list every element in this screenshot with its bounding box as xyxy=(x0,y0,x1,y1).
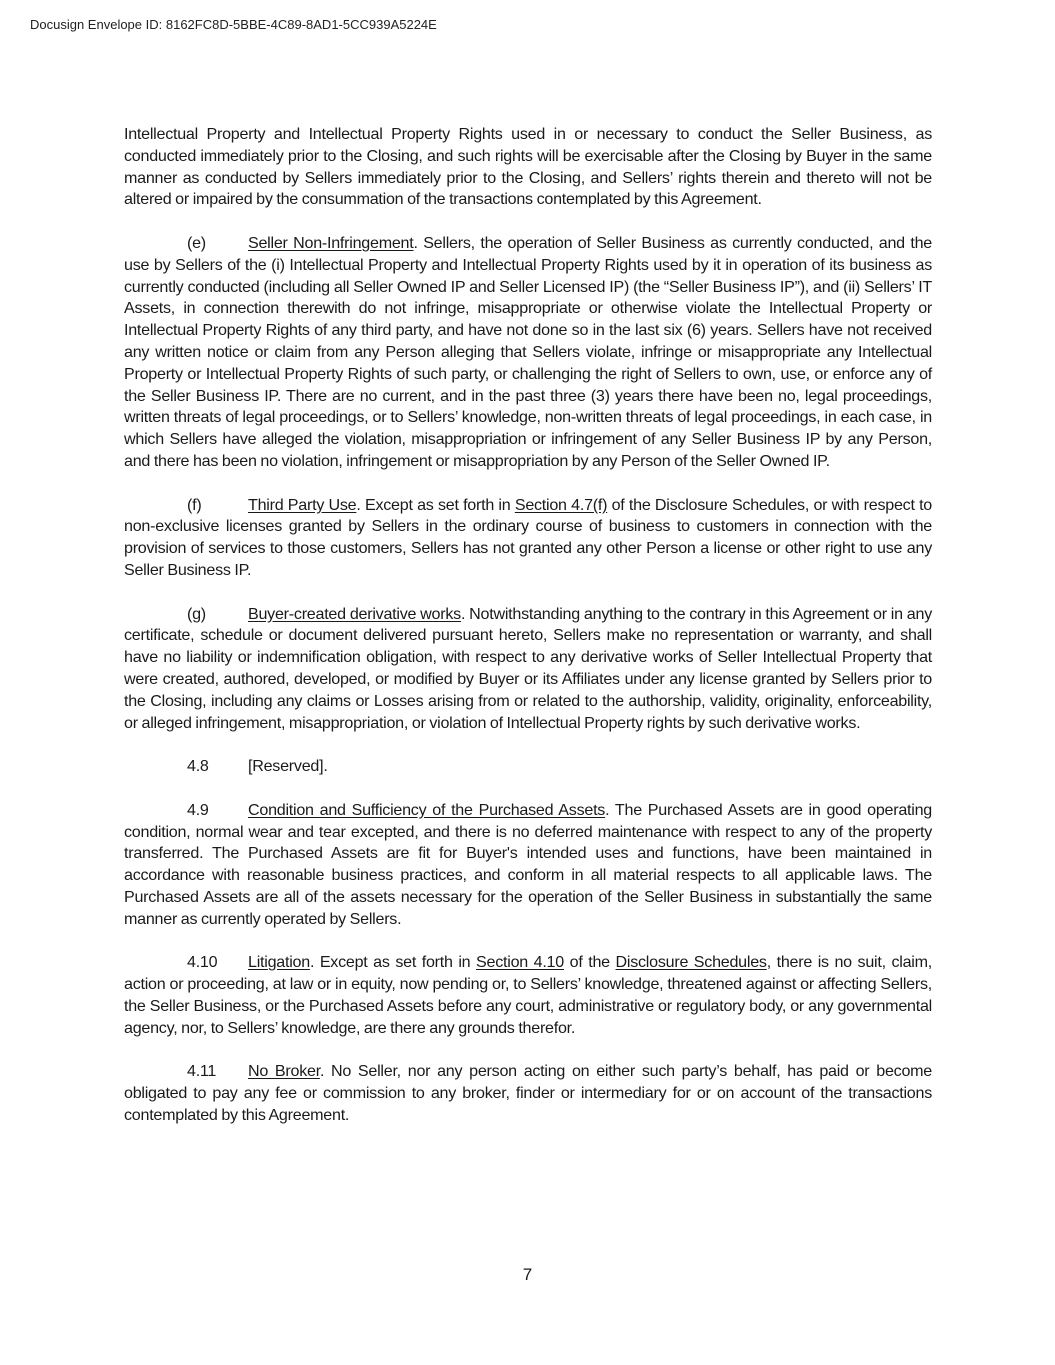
disclosure-schedules-link: Disclosure Schedules xyxy=(615,953,767,972)
section-e-seller-non-infringement xyxy=(124,233,932,473)
section-number: (g) xyxy=(187,604,206,623)
section-text: . Sellers, the operation of Seller Business as currently conducted, and the use by Sellers of the (i) Intellectual Property and Intellectual Property Rights used by it in operation of its business as currently conducted (including all Seller Owned IP and Seller Licensed IP) (the “Seller Business IP”), and (ii) Sellers’ IT Assets, in connection therewith do not infringe, misappropriate or otherwise violate the Intellectual Property or Intellectual Property Rights of any third party, and have not done so in the last six (6) years. Sellers have not received any written notice or claim from any Person alleging that Sellers violate, infringe or misappropriate any Intellectual Property or Intellectual Property Rights of such party, or challenging the right of Sellers to own, use, or enforce any of the Seller Business IP. There are no current, and in the past three (3) years there have been no, legal proceedings, written threats of legal proceedings, or to Sellers’ knowledge, non-written threats of legal proceedings, in each case, in which Sellers have alleged the violation, misappropriation or infringement of any Seller Business IP by any Person, and there has been no violation, infringement or misappropriation by any Person of the Seller Owned IP. xyxy=(124,233,932,470)
section-text: of the xyxy=(563,953,616,972)
section-reference-link: Section 4.10 xyxy=(476,953,564,972)
section-heading: Litigation xyxy=(248,953,310,972)
section-text: , there is no suit, claim, action or proceeding, at law or in equity, now pending or, to Sellers’ knowledge, threatened against or affecting Sellers, the Seller Business, or the Purchased Assets before any court, administrative or regulatory body, or any governmental agency, nor, to Sellers’ knowledge, are there any grounds therefor. xyxy=(124,953,933,1037)
section-g-buyer-created-derivative-works xyxy=(124,604,932,735)
section-text: . Except as set forth in xyxy=(356,495,515,514)
section-number: 4.8 xyxy=(187,757,209,776)
section-text: . Except as set forth in xyxy=(309,953,477,972)
section-heading: Seller Non-Infringement xyxy=(248,233,414,252)
section-number: 4.10 xyxy=(187,953,218,972)
page-number: 7 xyxy=(522,1265,533,1284)
section-number: (e) xyxy=(187,233,206,252)
section-text: . Notwithstanding anything to the contrary in this Agreement or in any certificate, schedule or document delivered pursuant hereto, Sellers make no representation or warranty, and shall have no liability or indemnification obligation, with respect to any derivative works of Seller Intellectual Property that were created, authored, developed, or modified by Buyer or its Affiliates under any license granted by Sellers prior to the Closing, including any claims or Losses arising from or related to the authorship, validity, originality, enforceability, or alleged infringement, misappropriation, or violation of Intellectual Property rights by such derivative works. xyxy=(124,604,932,732)
section-reference-link: Section 4.7(f) xyxy=(514,495,608,514)
docusign-envelope-id: Docusign Envelope ID: 8162FC8D-5BBE-4C89-8AD1-5CC939A5224E xyxy=(30,17,437,32)
document-body xyxy=(124,124,932,1148)
section-4-8-reserved xyxy=(124,756,932,778)
section-heading: Third Party Use xyxy=(248,495,357,514)
section-text: of the Disclosure Schedules, or with respect to non-exclusive licenses granted by Sellers in the ordinary course of business to customers in connection with the provision of services to those customers, Sellers has not granted any other Person a license or other right to use any Seller Business IP. xyxy=(124,495,932,579)
section-text: . No Seller, nor any person acting on either such party’s behalf, has paid or become obligated to pay any fee or commission to any broker, finder or intermediary for or on account of the transactions contemplated by this Agreement. xyxy=(124,1062,933,1124)
section-4-10-litigation xyxy=(124,952,932,1039)
paragraph-continuation xyxy=(124,124,932,211)
section-f-third-party-use xyxy=(124,495,932,582)
section-number: 4.9 xyxy=(187,800,209,819)
paragraph-text: Intellectual Property and Intellectual Property Rights used in or necessary to conduct the Seller Business, as conducted immediately prior to the Closing, and such rights will be exercisable after the Closing by Buyer in the same manner as conducted by Sellers immediately prior to the Closing, and Sellers’ rights therein and thereto will not be altered or impaired by the consummation of the transactions contemplated by this Agreement. xyxy=(124,125,932,209)
section-heading: No Broker xyxy=(248,1062,320,1081)
section-text: . The Purchased Assets are in good operating condition, normal wear and tear excepted, and there is no deferred maintenance with respect to any of the property transferred. The Purchased Assets are fit for Buyer's intended uses and functions, have been maintained in accordance with reasonable business practices, and conform in all material respects to all applicable laws. The Purchased Assets are all of the assets necessary for the operation of the Seller Business in substantially the same manner as currently operated by Sellers. xyxy=(124,800,932,928)
section-number: (f) xyxy=(187,495,202,514)
section-heading: Condition and Sufficiency of the Purchased Assets xyxy=(248,800,606,819)
section-text: [Reserved]. xyxy=(248,757,328,776)
section-4-11-no-broker xyxy=(124,1061,932,1126)
section-number: 4.11 xyxy=(187,1062,217,1081)
section-heading: Buyer-created derivative works xyxy=(248,604,461,623)
section-4-9-condition-and-sufficiency xyxy=(124,800,932,931)
